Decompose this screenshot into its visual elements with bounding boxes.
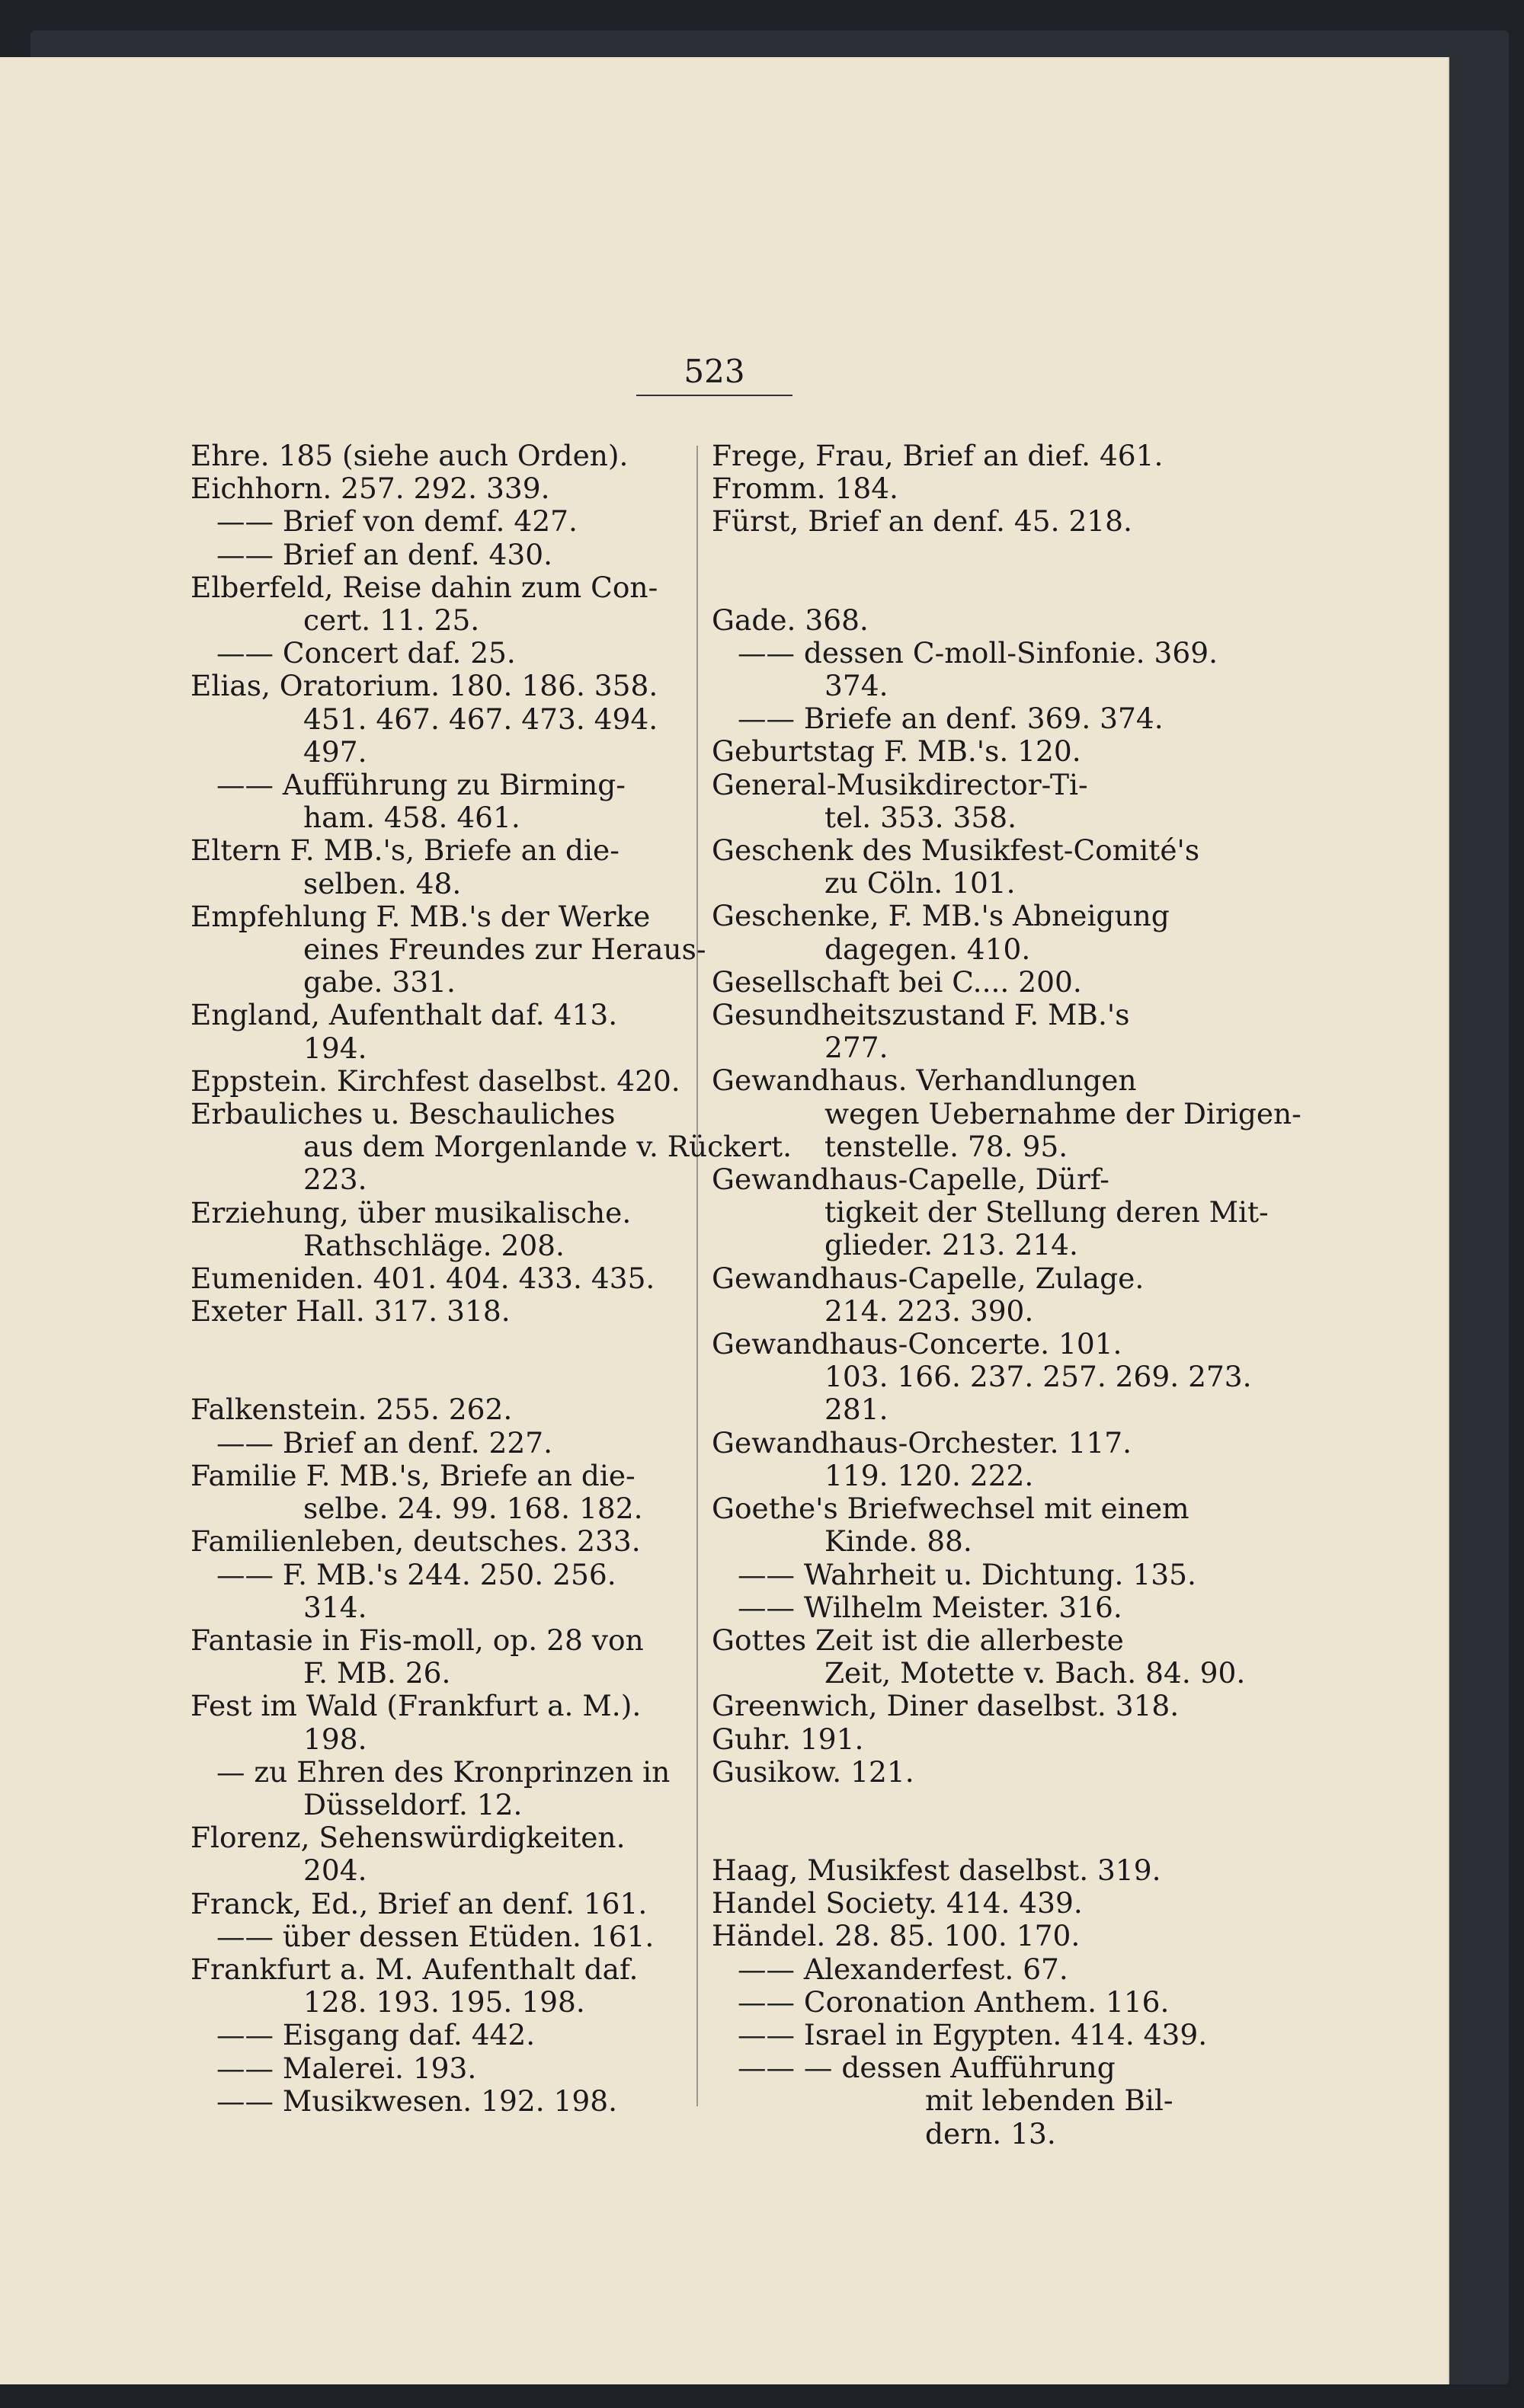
index-entry — [190, 571, 686, 637]
index-line: Franck, Ed., Brief an denf. 161. — [190, 1886, 648, 1920]
index-entry — [190, 1393, 686, 1426]
index-entry — [712, 1427, 1207, 1492]
index-line: Düsseldorf. 12. — [303, 1787, 523, 1821]
index-line: aus dem Morgenlande v. Rückert. — [303, 1130, 792, 1164]
index-entry — [712, 966, 1207, 999]
index-line: Eppstein. Kirchfest daselbst. 420. — [190, 1063, 680, 1098]
index-line: Frankfurt a. M. Aufenthalt daf. — [190, 1952, 639, 1986]
index-line: Falkenstein. 255. 262. — [190, 1393, 513, 1427]
index-line: Gewandhaus-Capelle, Zulage. — [712, 1261, 1145, 1295]
index-line: Eltern F. MB.'s, Briefe an die- — [190, 833, 620, 868]
index-line: —— Brief an denf. 227. — [216, 1425, 553, 1460]
index-line: Fromm. 184. — [712, 472, 898, 506]
index-entry — [190, 899, 706, 999]
index-entry — [190, 1262, 686, 1295]
index-subentry — [712, 635, 1218, 703]
index-entry — [190, 1197, 686, 1262]
index-line: Fest im Wald (Frankfurt a. M.). — [190, 1689, 642, 1723]
index-subentry — [190, 505, 686, 538]
index-line: England, Aufenthalt daf. 413. — [190, 998, 618, 1032]
index-line: —— Brief an denf. 430. — [216, 537, 553, 571]
index-entry — [190, 1295, 686, 1328]
index-line: —— Coronation Anthem. 116. — [738, 1984, 1170, 2019]
index-line: —— Musikwesen. 192. 198. — [216, 2083, 618, 2118]
index-line: cert. 11. 25. — [303, 603, 480, 638]
index-line: Händel. 28. 85. 100. 170. — [712, 1919, 1081, 1953]
index-line: —— F. MB.'s 244. 250. 256. — [216, 1557, 616, 1591]
index-subentry — [190, 539, 686, 571]
index-line: 204. — [303, 1853, 367, 1888]
index-line: —— Alexanderfest. 67. — [738, 1952, 1068, 1986]
index-line: 497. — [303, 734, 367, 769]
index-line: dagegen. 410. — [824, 932, 1031, 966]
index-subentry — [190, 2085, 686, 2118]
index-line: Handel Society. 414. 439. — [712, 1886, 1083, 1920]
index-line: Gewandhaus. Verhandlungen — [712, 1063, 1137, 1098]
index-line: Gottes Zeit ist die allerbeste — [712, 1623, 1124, 1657]
index-subentry — [190, 2019, 686, 2051]
index-line: — zu Ehren des Kronprinzen in — [216, 1754, 671, 1789]
index-entry — [712, 505, 1207, 538]
index-line: Gade. 368. — [712, 603, 869, 637]
index-line: —— Israel in Egypten. 414. 439. — [738, 2017, 1208, 2051]
index-entry — [190, 999, 686, 1064]
index-entry — [712, 440, 1207, 472]
index-line: Eumeniden. 401. 404. 433. 435. — [190, 1262, 655, 1296]
index-line: Familie F. MB.'s, Briefe an die- — [190, 1458, 636, 1492]
index-subentry — [712, 1953, 1207, 1986]
index-line: wegen Uebernahme der Dirigen- — [824, 1096, 1301, 1130]
index-line: —— Wilhelm Meister. 316. — [738, 1590, 1122, 1624]
index-line: tel. 353. 358. — [824, 800, 1017, 834]
index-line: 314. — [303, 1590, 367, 1624]
index-subentry — [712, 1986, 1207, 2019]
index-line: —— — dessen Aufführung — [738, 2051, 1116, 2085]
index-line: Gesellschaft bei C.... 200. — [712, 964, 1082, 999]
index-line: glieder. 213. 214. — [824, 1228, 1078, 1262]
index-entry — [712, 1492, 1207, 1558]
index-line: Guhr. 191. — [712, 1722, 864, 1756]
index-line: General-Musikdirector-Ti- — [712, 767, 1088, 801]
index-line: 223. — [303, 1162, 367, 1197]
index-line: Haag, Musikfest daselbst. 319. — [712, 1853, 1161, 1887]
index-line: Frege, Frau, Brief an dief. 461. — [712, 439, 1164, 472]
index-entry — [190, 670, 686, 769]
index-line: Elberfeld, Reise dahin zum Con- — [190, 570, 658, 604]
index-line: Greenwich, Diner daselbst. 318. — [712, 1689, 1180, 1723]
index-entry — [712, 1162, 1269, 1262]
book-page — [0, 57, 1449, 2384]
index-entry — [190, 472, 686, 505]
page-number: 523 — [636, 353, 792, 396]
index-subentry — [712, 702, 1207, 735]
column-rule — [696, 446, 698, 2106]
index-line: Gewandhaus-Orchester. 117. — [712, 1425, 1132, 1460]
index-subentry — [712, 1559, 1207, 1591]
index-line: Empfehlung F. MB.'s der Werke — [190, 899, 651, 933]
index-subentry — [190, 769, 686, 834]
index-line: 198. — [303, 1722, 367, 1756]
index-entry — [190, 834, 686, 900]
index-entry — [190, 1690, 686, 1755]
index-subentry — [190, 637, 686, 670]
index-line: selbe. 24. 99. 168. 182. — [303, 1492, 643, 1526]
index-line: —— Eisgang daf. 442. — [216, 2018, 536, 2052]
index-entry — [712, 735, 1207, 768]
index-subentry — [712, 1591, 1207, 1624]
index-entry — [190, 440, 686, 472]
index-entry — [712, 1756, 1207, 1789]
index-line: Zeit, Motette v. Bach. 84. 90. — [824, 1656, 1246, 1690]
index-entry — [712, 900, 1207, 965]
index-entry — [712, 1887, 1207, 1920]
index-subentry — [712, 2019, 1207, 2051]
index-line: 103. 166. 237. 257. 269. 273. — [824, 1360, 1252, 1394]
index-line: 451. 467. 467. 473. 494. — [303, 702, 658, 736]
index-entry — [712, 1262, 1207, 1328]
index-subentry — [190, 1920, 686, 1953]
index-line: 277. — [824, 1031, 888, 1065]
index-line: —— über dessen Etüden. 161. — [216, 1919, 655, 1953]
index-entry — [190, 1888, 686, 1920]
index-line: —— Aufführung zu Birming- — [216, 768, 626, 802]
index-line: Exeter Hall. 317. 318. — [190, 1294, 511, 1329]
index-line: tigkeit der Stellung deren Mit- — [824, 1195, 1269, 1230]
index-entry — [712, 1690, 1207, 1722]
index-entry — [712, 472, 1207, 505]
index-line: Elias, Oratorium. 180. 186. 358. — [190, 669, 658, 703]
index-line: ham. 458. 461. — [303, 801, 520, 835]
index-entry — [190, 1821, 686, 1887]
index-line: —— Brief von demf. 427. — [216, 504, 578, 539]
index-entry — [712, 769, 1207, 834]
index-column-right — [712, 439, 1301, 2151]
index-line: Geschenk des Musikfest-Comité's — [712, 833, 1200, 868]
index-line: Gewandhaus-Capelle, Dürf- — [712, 1162, 1109, 1197]
index-subentry — [190, 1756, 686, 1821]
index-line: Familienleben, deutsches. 233. — [190, 1524, 641, 1559]
index-line: Gusikow. 121. — [712, 1754, 914, 1789]
index-line: F. MB. 26. — [303, 1656, 451, 1690]
index-line: 128. 193. 195. 198. — [303, 1985, 585, 2019]
index-line: Erbauliches u. Beschauliches — [190, 1097, 616, 1131]
index-line: Goethe's Briefwechsel mit einem — [712, 1492, 1189, 1526]
index-entry — [712, 604, 1207, 637]
index-entry — [712, 1327, 1252, 1427]
index-line: Geschenke, F. MB.'s Abneigung — [712, 899, 1170, 933]
index-entry — [712, 999, 1207, 1064]
letter-section-gap — [712, 539, 1207, 604]
index-line: 374. — [824, 669, 888, 703]
letter-section-gap — [190, 1328, 686, 1393]
index-line: 194. — [303, 1031, 367, 1065]
index-line: dern. 13. — [925, 2116, 1056, 2151]
index-subentry — [712, 2051, 1207, 2151]
index-line: 119. 120. 222. — [824, 1458, 1034, 1492]
index-entry — [190, 1065, 686, 1098]
index-line: —— Concert daf. 25. — [216, 636, 516, 670]
index-subentry — [190, 2052, 686, 2085]
index-entry — [190, 1624, 686, 1690]
index-line: gabe. 331. — [303, 965, 456, 999]
index-line: —— Malerei. 193. — [216, 2051, 477, 2085]
index-line: tenstelle. 78. 95. — [824, 1129, 1068, 1163]
index-entry — [190, 1953, 686, 2019]
index-entry — [712, 1920, 1207, 1952]
index-entry — [712, 1854, 1207, 1887]
index-line: Ehre. 185 (siehe auch Orden). — [190, 439, 629, 472]
index-line: Fantasie in Fis-moll, op. 28 von — [190, 1623, 644, 1657]
index-entry — [190, 1460, 686, 1525]
index-line: —— Wahrheit u. Dichtung. 135. — [738, 1557, 1196, 1591]
index-entry — [190, 1097, 792, 1197]
index-entry — [190, 1525, 686, 1558]
index-line: Florenz, Sehenswürdigkeiten. — [190, 1821, 626, 1855]
index-line: 214. 223. 390. — [824, 1294, 1034, 1328]
index-line: selben. 48. — [303, 866, 462, 900]
letter-section-gap — [712, 1789, 1207, 1854]
index-entry — [712, 1723, 1207, 1756]
index-line: Eichhorn. 257. 292. 339. — [190, 472, 550, 506]
index-line: —— dessen C-moll-Sinfonie. 369. — [738, 635, 1218, 670]
index-line: Fürst, Brief an denf. 45. 218. — [712, 504, 1132, 539]
index-line: Gesundheitszustand F. MB.'s — [712, 998, 1130, 1032]
index-subentry — [190, 1427, 686, 1460]
index-subentry — [190, 1559, 686, 1624]
index-line: zu Cöln. 101. — [824, 866, 1016, 900]
index-line: Geburtstag F. MB.'s. 120. — [712, 734, 1081, 769]
index-line: —— Briefe an denf. 369. 374. — [738, 702, 1164, 736]
index-line: Rathschläge. 208. — [303, 1228, 565, 1262]
index-line: Gewandhaus-Concerte. 101. — [712, 1327, 1122, 1361]
index-line: Kinde. 88. — [824, 1524, 972, 1559]
index-line: eines Freundes zur Heraus- — [303, 932, 706, 967]
index-entry — [712, 1623, 1246, 1690]
index-entry — [712, 834, 1207, 900]
index-entry — [712, 1063, 1301, 1163]
index-line: 281. — [824, 1393, 888, 1427]
index-line: Erziehung, über musikalische. — [190, 1195, 632, 1230]
index-line: mit lebenden Bil- — [925, 2083, 1173, 2118]
